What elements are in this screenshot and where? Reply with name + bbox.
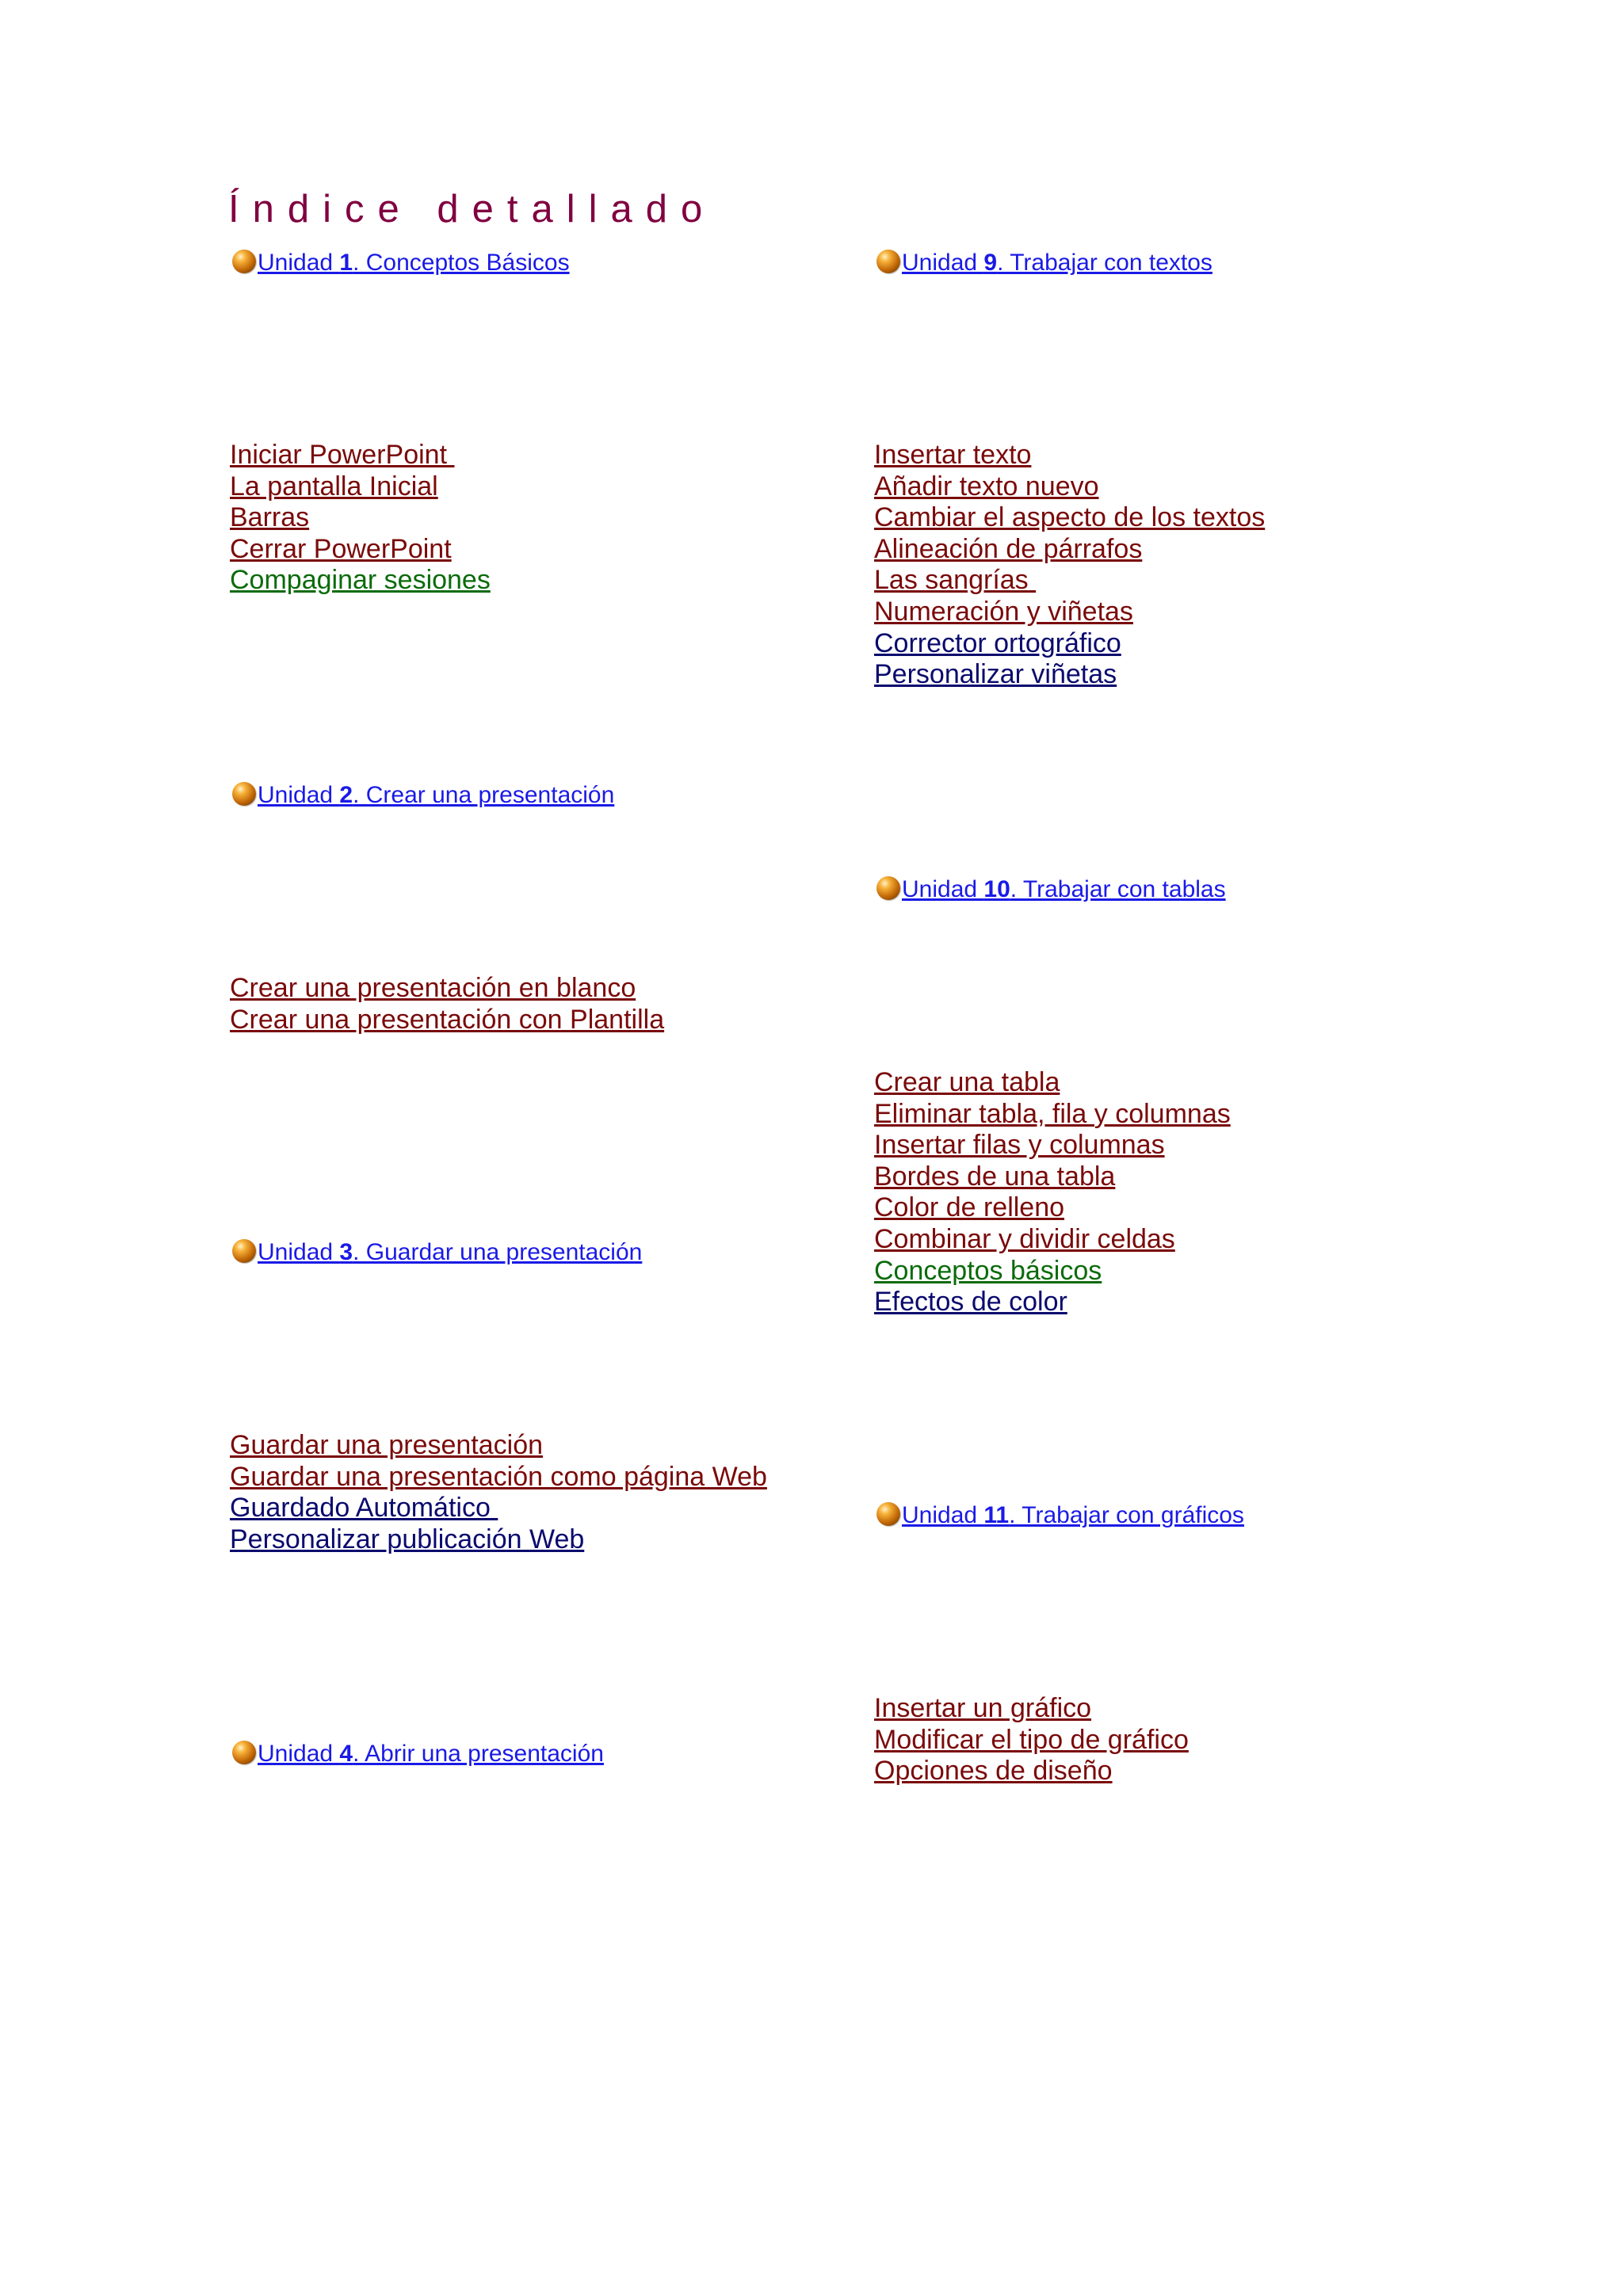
ball-bullet-icon: [232, 1239, 256, 1263]
topic-link[interactable]: Insertar filas y columnas: [874, 1130, 1165, 1161]
topic-link[interactable]: Guardado Automático: [230, 1493, 498, 1524]
list-item: [874, 1192, 1231, 1224]
list-item: [874, 1130, 1231, 1161]
list-item: [874, 1693, 1189, 1725]
list-item: [874, 502, 1265, 534]
unit-1-heading: [232, 248, 570, 278]
unit-2-heading: [232, 780, 614, 810]
list-item: [230, 1524, 767, 1556]
topic-link[interactable]: Color de relleno: [874, 1192, 1065, 1223]
topic-link[interactable]: Las sangrías: [874, 565, 1037, 596]
ball-bullet-icon: [232, 782, 256, 806]
list-item: [230, 1462, 767, 1493]
topic-link[interactable]: Cambiar el aspecto de los textos: [874, 502, 1266, 533]
topic-link[interactable]: Personalizar viñetas: [874, 659, 1117, 690]
list-item: [874, 534, 1265, 566]
unit-9-heading: [876, 248, 1212, 278]
list-item: [874, 471, 1265, 503]
list-item: [874, 1287, 1231, 1318]
unit-11-topic-list: [874, 1693, 1189, 1787]
topic-link[interactable]: Corrector ortográfico: [874, 627, 1121, 658]
topic-link[interactable]: Conceptos básicos: [874, 1255, 1102, 1286]
topic-link[interactable]: Alineación de párrafos: [874, 533, 1143, 564]
topic-link[interactable]: Guardar una presentación como página Web: [230, 1461, 767, 1492]
topic-link[interactable]: Barras: [230, 502, 310, 533]
topic-link[interactable]: Efectos de color: [874, 1287, 1067, 1318]
topic-link[interactable]: Opciones de diseño: [874, 1756, 1113, 1787]
list-item: [874, 1161, 1231, 1193]
list-item: [874, 1256, 1231, 1287]
topic-link[interactable]: Personalizar publicación Web: [230, 1524, 585, 1554]
ball-bullet-icon: [232, 250, 256, 273]
unit-10-link[interactable]: Unidad 10. Trabajar con tablas: [902, 876, 1226, 902]
unit-9-link[interactable]: Unidad 9. Trabajar con textos: [902, 250, 1212, 276]
list-item: [874, 628, 1265, 660]
list-item: [230, 973, 664, 1005]
list-item: [874, 1067, 1231, 1099]
list-item: [874, 659, 1265, 691]
unit-10-topic-list: [874, 1067, 1231, 1318]
unit-10-heading: [876, 875, 1226, 905]
unit-3-topic-list: [230, 1430, 767, 1555]
list-item: [230, 440, 491, 471]
topic-link[interactable]: Insertar un gráfico: [874, 1693, 1092, 1723]
unit-11-link[interactable]: Unidad 11. Trabajar con gráficos: [902, 1502, 1244, 1528]
list-item: [874, 1756, 1189, 1787]
topic-link[interactable]: Cerrar PowerPoint: [230, 533, 452, 564]
ball-bullet-icon: [232, 1741, 256, 1764]
list-item: [230, 1005, 664, 1036]
unit-2-link[interactable]: Unidad 2. Crear una presentación: [258, 782, 615, 808]
unit-1-topic-list: [230, 440, 491, 597]
list-item: [230, 502, 491, 534]
list-item: [230, 565, 491, 597]
topic-link[interactable]: Insertar texto: [874, 440, 1032, 470]
list-item: [874, 440, 1265, 471]
topic-link[interactable]: Crear una presentación con Plantilla: [230, 1004, 665, 1035]
unit-9-topic-list: [874, 440, 1265, 691]
topic-link[interactable]: Numeración y viñetas: [874, 596, 1133, 627]
unit-3-link[interactable]: Unidad 3. Guardar una presentación: [258, 1239, 643, 1265]
list-item: [230, 534, 491, 566]
topic-link[interactable]: Modificar el tipo de gráfico: [874, 1724, 1189, 1755]
unit-4-link[interactable]: Unidad 4. Abrir una presentación: [258, 1741, 604, 1767]
ball-bullet-icon: [876, 1502, 900, 1526]
unit-3-heading: [232, 1238, 642, 1268]
topic-link[interactable]: La pantalla Inicial: [230, 471, 438, 502]
topic-link[interactable]: Iniciar PowerPoint: [230, 440, 455, 470]
topic-link[interactable]: Eliminar tabla, fila y columnas: [874, 1098, 1231, 1129]
topic-link[interactable]: Bordes de una tabla: [874, 1161, 1116, 1192]
topic-link[interactable]: Añadir texto nuevo: [874, 471, 1099, 502]
ball-bullet-icon: [876, 876, 900, 900]
ball-bullet-icon: [876, 250, 900, 273]
list-item: [230, 1493, 767, 1524]
list-item: [230, 1430, 767, 1462]
topic-link[interactable]: Compaginar sesiones: [230, 565, 491, 596]
list-item: [874, 1725, 1189, 1756]
unit-4-heading: [232, 1739, 604, 1769]
topic-link[interactable]: Crear una presentación en blanco: [230, 973, 636, 1003]
topic-link[interactable]: Crear una tabla: [874, 1067, 1060, 1097]
unit-2-topic-list: [230, 973, 664, 1035]
list-item: [874, 1224, 1231, 1256]
unit-1-link[interactable]: Unidad 1. Conceptos Básicos: [258, 250, 570, 276]
list-item: [874, 597, 1265, 628]
topic-link[interactable]: Combinar y dividir celdas: [874, 1223, 1175, 1254]
page-title: Índice detallado: [228, 188, 716, 231]
list-item: [874, 1099, 1231, 1131]
list-item: [874, 565, 1265, 597]
unit-11-heading: [876, 1501, 1244, 1531]
list-item: [230, 471, 491, 503]
topic-link[interactable]: Guardar una presentación: [230, 1430, 544, 1460]
